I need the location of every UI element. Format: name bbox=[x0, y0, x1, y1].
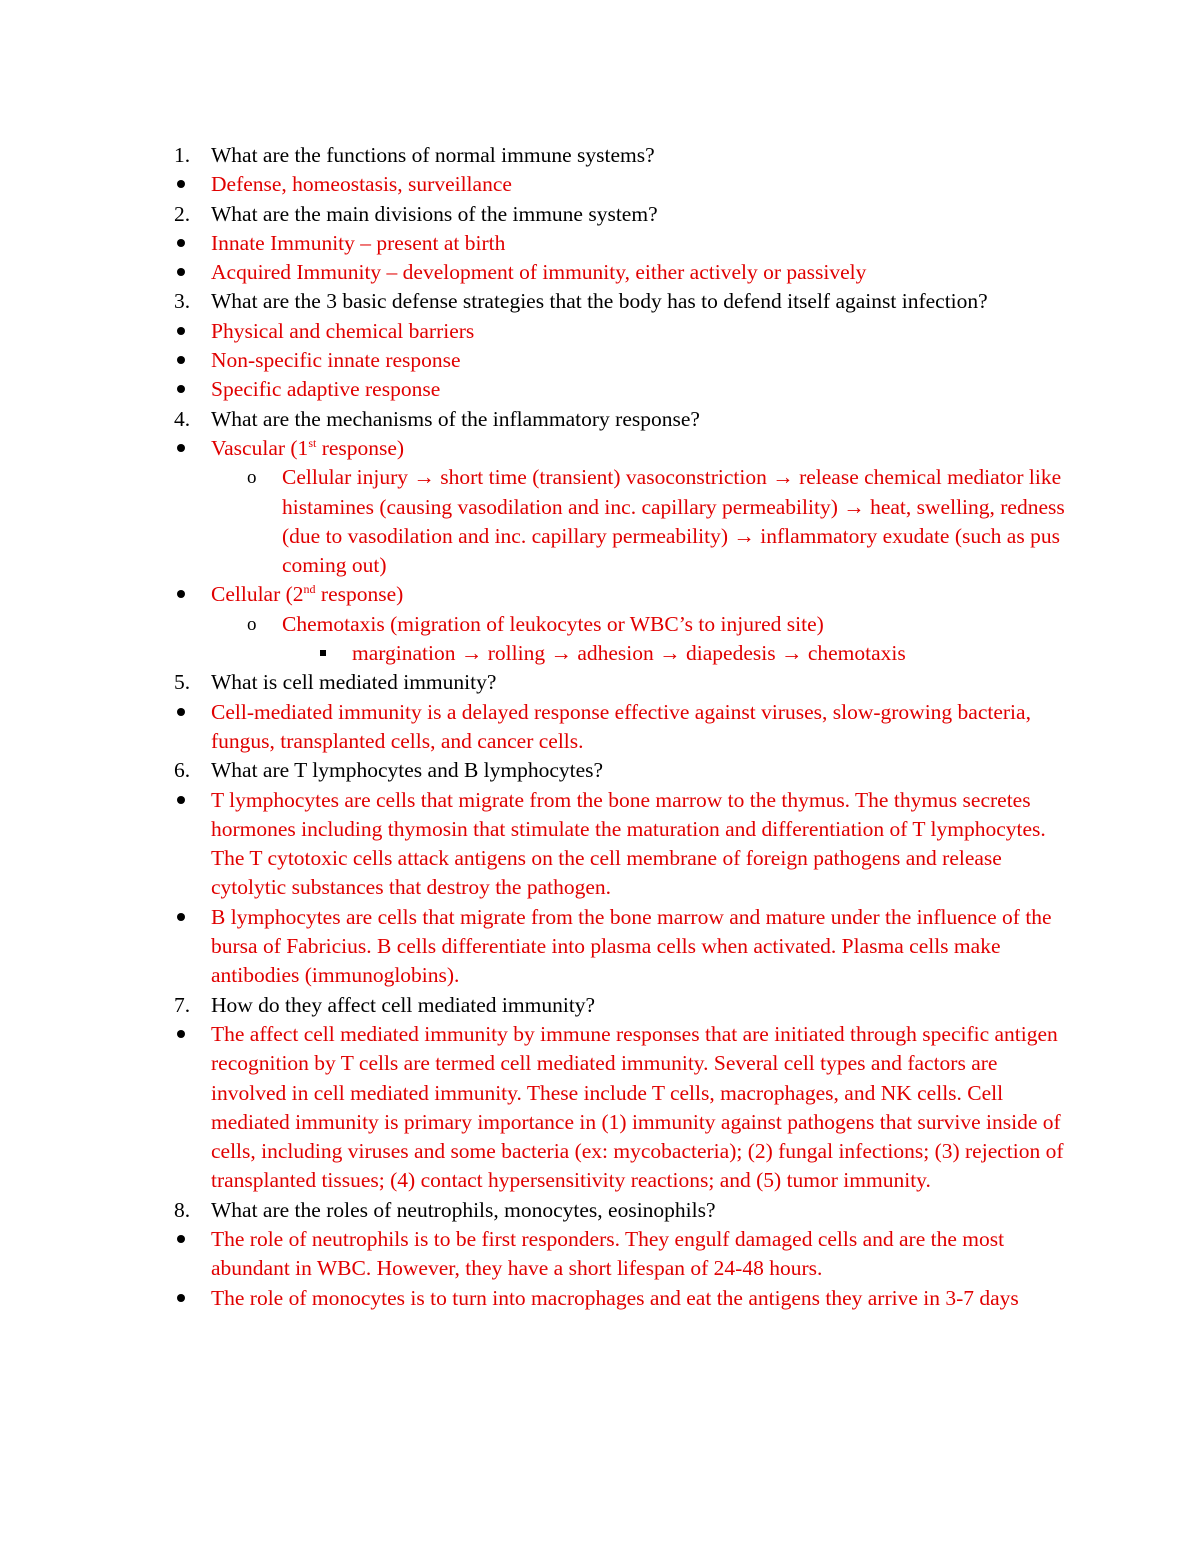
answer-text: Specific adaptive response bbox=[211, 377, 441, 402]
answer-bullet bbox=[0, 229, 1200, 258]
question-text: How do they affect cell mediated immunity? bbox=[211, 992, 596, 1017]
question-text: What are the functions of normal immune systems? bbox=[211, 143, 655, 167]
sub-sub-bullet bbox=[0, 639, 1200, 668]
question-text: What is cell mediated immunity? bbox=[211, 670, 497, 695]
bullet-dot-icon bbox=[177, 327, 185, 335]
question-2 bbox=[0, 200, 1200, 229]
answer-bullet bbox=[0, 786, 1200, 903]
ordinal-suffix: nd bbox=[303, 582, 316, 597]
question-text: What are the main divisions of the immune system? bbox=[211, 201, 658, 226]
question-text: What are T lymphocytes and B lymphocytes? bbox=[211, 758, 604, 783]
question-number: 2. bbox=[174, 201, 191, 226]
answer-bullet bbox=[0, 1284, 1200, 1313]
circle-bullet-icon: o bbox=[247, 467, 257, 489]
answer-bullet bbox=[0, 580, 1200, 609]
bullet-dot-icon bbox=[177, 356, 185, 364]
square-bullet-icon bbox=[320, 650, 326, 656]
answer-text: Chemotaxis (migration of leukocytes or WBC’s to injured site) bbox=[282, 611, 824, 636]
answer-text: Innate Immunity – present at birth bbox=[211, 230, 506, 255]
answer-bullet bbox=[0, 317, 1200, 346]
question-text: What are the mechanisms of the inflammatory response? bbox=[211, 406, 700, 431]
bullet-dot-icon bbox=[177, 708, 185, 716]
question-number: 5. bbox=[174, 670, 191, 695]
answer-text: Non-specific innate response bbox=[211, 348, 461, 373]
answer-bullet bbox=[0, 170, 1200, 199]
question-8 bbox=[0, 1196, 1200, 1225]
answer-bullet bbox=[0, 434, 1200, 463]
bullet-dot-icon bbox=[177, 913, 185, 921]
question-3 bbox=[0, 287, 1200, 316]
answer-text: Defense, homeostasis, surveillance bbox=[211, 172, 512, 197]
answer-text: Physical and chemical barriers bbox=[211, 318, 475, 343]
answer-text: The affect cell mediated immunity by immune responses that are initiated through specific antigen recognition by T cells are termed cell mediated immunity. Several cell types and factors are involved in cell mediated immunity. These include T cells, macrophages, and NK cells. Cell mediated immunity is primary importance in (1) immunity against pathogens that survive inside of cells, including viruses and some bacteria (ex: mycobacteria); (2) fungal infections; (3) rejection of transplanted tissues; (4) contact hypersensitivity reactions; and (5) tumor immunity. bbox=[211, 1021, 1064, 1193]
answer-text: Acquired Immunity – development of immunity, either actively or passively bbox=[211, 260, 867, 285]
answer-text: Cell-mediated immunity is a delayed response effective against viruses, slow-growing bacteria, fungus, transplanted cells, and cancer cells. bbox=[211, 699, 1031, 753]
bullet-dot-icon bbox=[177, 1235, 185, 1243]
question-number: 4. bbox=[174, 406, 191, 431]
answer-bullet bbox=[0, 1020, 1200, 1196]
sub-bullet bbox=[0, 610, 1200, 639]
question-number: 3. bbox=[174, 289, 191, 314]
bullet-dot-icon bbox=[177, 444, 185, 452]
answer-text-part: Cellular (2 bbox=[211, 582, 304, 607]
sub-bullet bbox=[0, 463, 1200, 580]
answer-bullet bbox=[0, 903, 1200, 991]
bullet-dot-icon bbox=[177, 180, 185, 188]
question-number: 1. bbox=[174, 143, 191, 167]
answer-text-part: response) bbox=[316, 435, 405, 460]
ordinal-suffix: st bbox=[308, 435, 317, 450]
question-number: 7. bbox=[174, 992, 191, 1017]
bullet-dot-icon bbox=[177, 268, 185, 276]
bullet-dot-icon bbox=[177, 239, 185, 247]
bullet-dot-icon bbox=[177, 1030, 185, 1038]
bullet-dot-icon bbox=[177, 1294, 185, 1302]
question-6 bbox=[0, 756, 1200, 785]
answer-text: Cellular injury → short time (transient) vasoconstriction → release chemical mediator like histamines (causing vasodilation and inc. capillary permeability) → heat, swelling, redness (due to vasodilation and inc. capillary permeability) → inflammatory exudate (such as pus coming out) bbox=[282, 465, 1065, 578]
circle-bullet-icon: o bbox=[247, 613, 257, 635]
question-text: What are the 3 basic defense strategies that the body has to defend itself against infection? bbox=[211, 289, 988, 314]
answer-text-part: Vascular (1 bbox=[211, 435, 309, 460]
document-page bbox=[0, 141, 1200, 1313]
answer-text bbox=[211, 434, 1071, 463]
question-number: 8. bbox=[174, 1197, 191, 1222]
answer-bullet bbox=[0, 698, 1200, 757]
answer-text bbox=[211, 580, 1071, 609]
question-1 bbox=[0, 141, 1200, 170]
question-7 bbox=[0, 991, 1200, 1020]
answer-text: The role of monocytes is to turn into macrophages and eat the antigens they arrive in 3-7 days bbox=[211, 1285, 1019, 1310]
question-5 bbox=[0, 668, 1200, 697]
answer-bullet bbox=[0, 375, 1200, 404]
question-text: What are the roles of neutrophils, monocytes, eosinophils? bbox=[211, 1197, 716, 1222]
question-4 bbox=[0, 405, 1200, 434]
answer-text: B lymphocytes are cells that migrate from the bone marrow and mature under the influence of the bursa of Fabricius. B cells differentiate into plasma cells when activated. Plasma cells make antibodies (immunoglobins). bbox=[211, 904, 1052, 988]
answer-text: The role of neutrophils is to be first responders. They engulf damaged cells and are the most abundant in WBC. However, they have a short lifespan of 24-48 hours. bbox=[211, 1226, 1005, 1281]
answer-text: T lymphocytes are cells that migrate from the bone marrow to the thymus. The thymus secretes hormones including thymosin that stimulate the maturation and differentiation of T lymphocytes. The T cytotoxic cells attack antigens on the cell membrane of foreign pathogens and release cytolytic substances that destroy the pathogen. bbox=[211, 787, 1046, 900]
answer-text-part: response) bbox=[315, 582, 404, 607]
answer-bullet bbox=[0, 258, 1200, 287]
answer-text: margination → rolling → adhesion → diapedesis → chemotaxis bbox=[352, 641, 906, 666]
bullet-dot-icon bbox=[177, 590, 185, 598]
bullet-dot-icon bbox=[177, 385, 185, 393]
answer-bullet bbox=[0, 1225, 1200, 1284]
bullet-dot-icon bbox=[177, 796, 185, 804]
question-number: 6. bbox=[174, 758, 191, 783]
answer-bullet bbox=[0, 346, 1200, 375]
